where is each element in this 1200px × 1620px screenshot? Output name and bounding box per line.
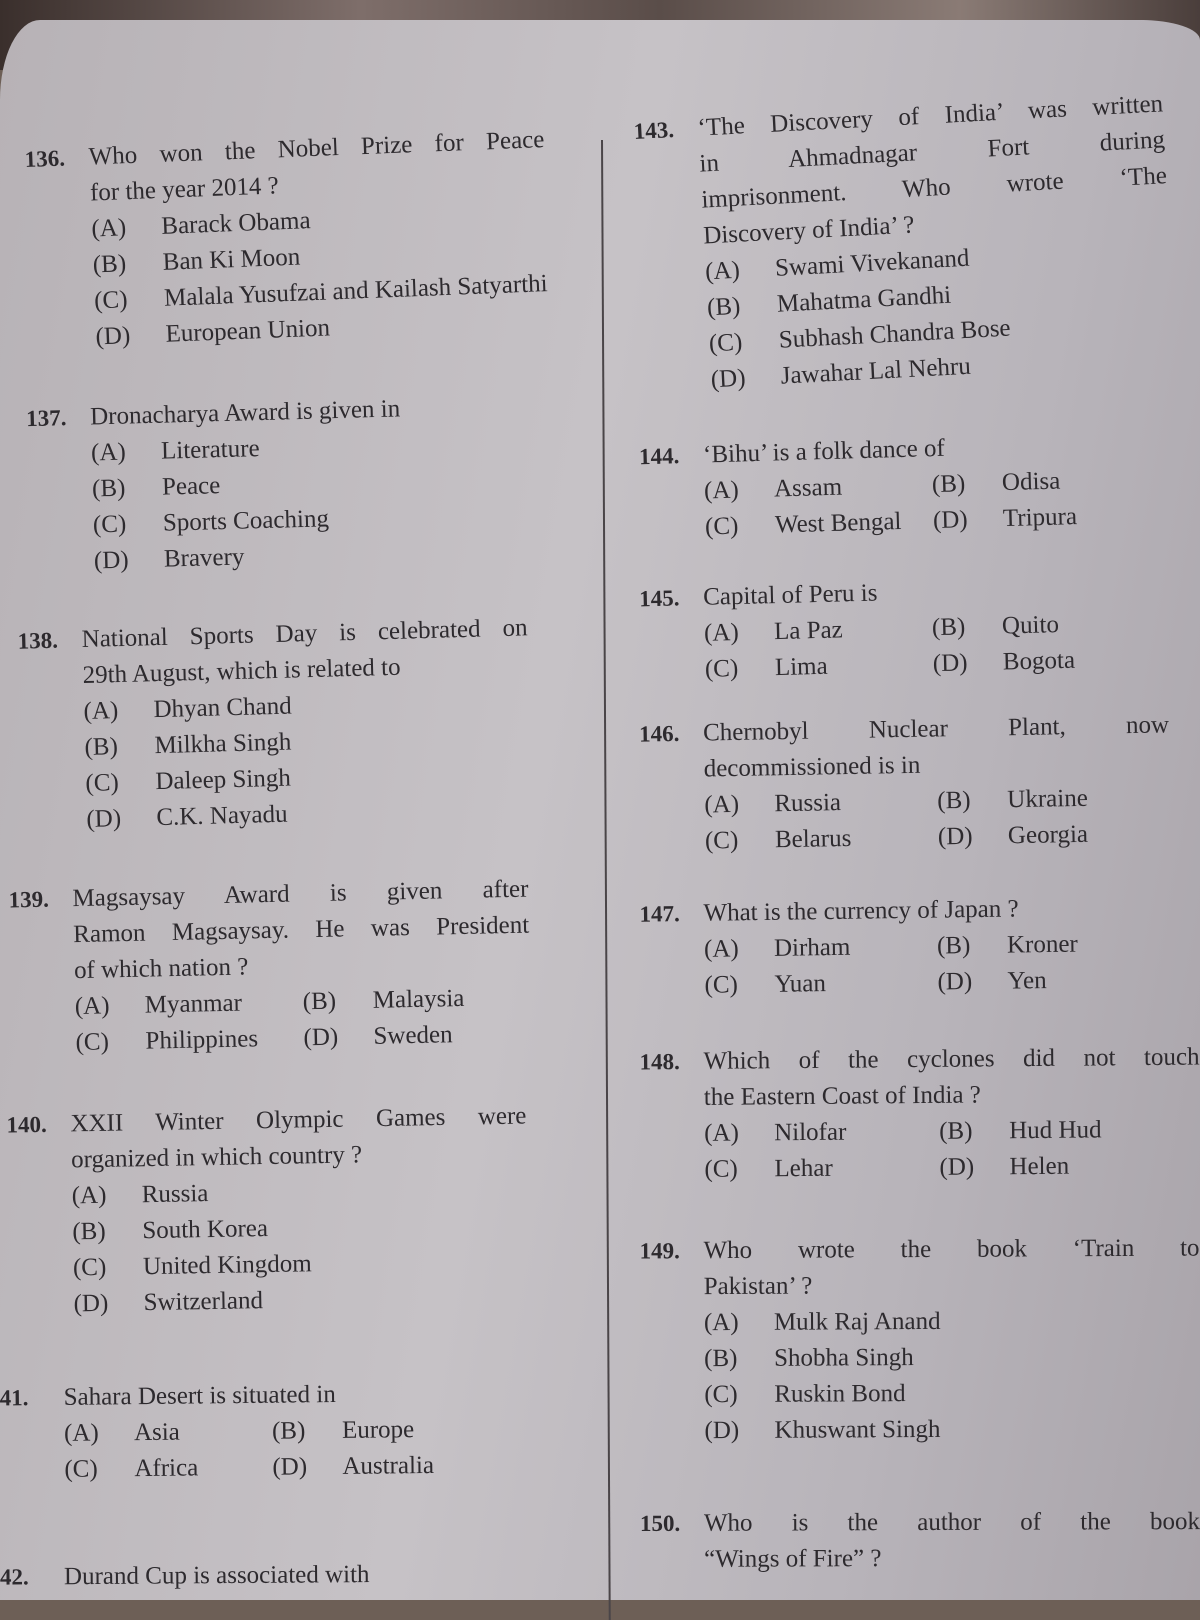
option-text: Jawahar Lal Nehru bbox=[780, 352, 972, 390]
option-text: Malaysia bbox=[372, 984, 465, 1014]
option-text: Tripura bbox=[1002, 503, 1078, 533]
question-147 bbox=[639, 889, 1170, 1004]
option-text: European Union bbox=[165, 314, 331, 348]
question-text-line: Magsaysay Award is given after bbox=[72, 875, 529, 913]
option-text: Khuswant Singh bbox=[774, 1415, 941, 1444]
question-stem bbox=[0, 1556, 470, 1595]
question-text-line: Dronacharya Award is given in bbox=[89, 395, 401, 431]
answer-option bbox=[272, 1447, 480, 1485]
option-letter: (A) bbox=[83, 697, 119, 726]
question-stem bbox=[0, 1375, 480, 1416]
question-number: 149. bbox=[639, 1238, 680, 1264]
option-text: Helen bbox=[1009, 1152, 1070, 1181]
option-text: La Paz bbox=[773, 616, 844, 646]
option-text: Yen bbox=[1007, 967, 1047, 995]
question-text-line: Discovery of India’ ? bbox=[702, 211, 915, 250]
option-letter: (D) bbox=[932, 649, 968, 678]
option-letter: (B) bbox=[936, 932, 971, 960]
answer-option bbox=[272, 1411, 480, 1449]
option-letter: (C) bbox=[93, 286, 129, 315]
question-text-line: Pakistan’ ? bbox=[703, 1272, 813, 1301]
question-text-line: ‘The Discovery of India’ was written bbox=[696, 90, 1164, 142]
option-text: Dhyan Chand bbox=[153, 692, 293, 724]
question-149 bbox=[639, 1231, 1200, 1450]
option-text: United Kingdom bbox=[142, 1250, 312, 1281]
question-text-line: Sahara Desert is situated in bbox=[63, 1380, 336, 1411]
option-text: Mahatma Gandhi bbox=[776, 281, 952, 318]
question-stem bbox=[8, 872, 530, 991]
question-number: 147. bbox=[639, 901, 680, 927]
option-text: Nilofar bbox=[774, 1118, 847, 1147]
question-text-line: Who is the author of the book bbox=[703, 1508, 1200, 1537]
option-text: Dirham bbox=[773, 933, 851, 962]
answer-option bbox=[704, 965, 937, 1004]
option-text: Peace bbox=[161, 472, 221, 501]
question-146 bbox=[639, 707, 1171, 860]
question-text-line: imprisonment. Who wrote ‘The bbox=[700, 162, 1168, 214]
question-text-line: Ramon Magsaysay. He was President bbox=[72, 911, 530, 949]
option-text: C.K. Nayadu bbox=[156, 800, 288, 832]
question-143 bbox=[633, 86, 1177, 401]
option-text: Subhash Chandra Bose bbox=[778, 314, 1012, 354]
answer-option bbox=[705, 819, 939, 859]
answer-option bbox=[302, 980, 531, 1021]
option-letter: (C) bbox=[85, 769, 120, 797]
option-text: Mulk Raj Anand bbox=[773, 1307, 941, 1336]
option-letter: (B) bbox=[302, 987, 337, 1016]
question-text-line: in Ahmadnagar Fort during bbox=[698, 126, 1166, 178]
option-letter: (C) bbox=[704, 654, 739, 683]
option-letter: (A) bbox=[71, 1181, 107, 1210]
option-letter: (C) bbox=[64, 1455, 98, 1483]
option-letter: (C) bbox=[704, 826, 739, 855]
question-139 bbox=[8, 872, 532, 1063]
option-letter: (B) bbox=[271, 1417, 306, 1445]
option-letter: (D) bbox=[937, 822, 973, 851]
question-text-line: “Wings of Fire” ? bbox=[704, 1545, 882, 1573]
option-text: Philippines bbox=[145, 1025, 259, 1055]
option-letter: (A) bbox=[74, 992, 110, 1021]
option-text: Georgia bbox=[1007, 820, 1089, 850]
option-letter: (A) bbox=[704, 790, 740, 819]
option-row bbox=[64, 1447, 480, 1487]
question-stem bbox=[639, 1040, 1200, 1117]
option-letter: (C) bbox=[704, 512, 739, 541]
option-text: Milkha Singh bbox=[154, 728, 292, 760]
option-letter: (D) bbox=[93, 546, 129, 575]
option-text: South Korea bbox=[142, 1215, 269, 1245]
answer-option bbox=[937, 961, 1170, 1000]
answer-option bbox=[704, 646, 933, 688]
option-text: Malala Yusufzai and Kailash Satyarthi bbox=[163, 270, 549, 312]
answer-option bbox=[704, 1411, 1200, 1450]
option-letter: (D) bbox=[303, 1023, 339, 1052]
question-text-line: Durand Cup is associated with bbox=[63, 1561, 370, 1591]
question-text-line: of which nation ? bbox=[73, 953, 249, 985]
question-text-line: Capital of Peru is bbox=[702, 579, 878, 611]
question-number: 144. bbox=[638, 443, 680, 470]
question-42 bbox=[0, 1556, 470, 1595]
question-text-line: Who won the Nobel Prize for Peace bbox=[88, 126, 545, 171]
question-number: 138. bbox=[17, 627, 59, 654]
option-letter: (D) bbox=[939, 1153, 975, 1181]
option-letter: (D) bbox=[86, 805, 122, 833]
question-text-line: organized in which country ? bbox=[70, 1141, 363, 1174]
question-text-line: XXII Winter Olympic Games were bbox=[70, 1102, 527, 1138]
option-text: Assam bbox=[773, 473, 843, 503]
option-text: Daleep Singh bbox=[155, 764, 292, 796]
option-letter: (B) bbox=[84, 733, 119, 761]
option-text: Sweden bbox=[373, 1021, 453, 1050]
option-text: Europe bbox=[341, 1416, 415, 1444]
question-number: 41. bbox=[0, 1385, 29, 1411]
option-letter: (C) bbox=[708, 328, 743, 358]
option-text: Asia bbox=[133, 1418, 180, 1447]
question-stem bbox=[6, 1098, 527, 1179]
option-letter: (B) bbox=[706, 292, 742, 322]
question-text-line: What is the currency of Japan ? bbox=[703, 895, 1019, 927]
answer-option bbox=[704, 1303, 1200, 1342]
option-text: Myanmar bbox=[144, 989, 243, 1019]
option-text: Odisa bbox=[1001, 467, 1061, 497]
option-text: Lima bbox=[774, 652, 828, 682]
answer-option bbox=[932, 605, 1161, 647]
option-letter: (D) bbox=[710, 364, 747, 394]
option-text: Africa bbox=[134, 1454, 199, 1483]
answer-option bbox=[939, 1112, 1174, 1150]
option-letter: (A) bbox=[90, 214, 127, 243]
question-number: 137. bbox=[25, 405, 67, 432]
answer-option bbox=[704, 1339, 1200, 1378]
option-letter: (D) bbox=[272, 1453, 308, 1481]
option-letter: (D) bbox=[73, 1289, 109, 1318]
question-145 bbox=[639, 569, 1161, 690]
option-text: Swami Vivekanand bbox=[774, 244, 971, 282]
question-text-line: the Eastern Coast of India ? bbox=[703, 1081, 981, 1111]
option-letter: (C) bbox=[92, 510, 127, 539]
option-text: Quito bbox=[1001, 611, 1060, 640]
question-number: 145. bbox=[638, 585, 680, 612]
question-136 bbox=[24, 122, 552, 358]
question-148 bbox=[639, 1040, 1200, 1189]
option-letter: (B) bbox=[91, 474, 126, 503]
question-number: 139. bbox=[8, 886, 50, 913]
option-letter: (B) bbox=[704, 1344, 738, 1373]
option-letter: (B) bbox=[72, 1217, 106, 1246]
question-text-line: Chernobyl Nuclear Plant, now bbox=[702, 711, 1170, 747]
question-text-line: Which of the cyclones did not touch bbox=[703, 1043, 1200, 1075]
option-letter: (A) bbox=[63, 1419, 99, 1447]
question-text-line: decommissioned is in bbox=[703, 751, 921, 783]
question-140 bbox=[6, 1098, 530, 1323]
answer-option bbox=[937, 779, 1171, 819]
answer-option bbox=[938, 815, 1172, 855]
option-row bbox=[704, 1148, 1200, 1188]
option-row bbox=[704, 1112, 1200, 1152]
question-text-line: for the year 2014 ? bbox=[89, 172, 280, 207]
answer-option bbox=[704, 1150, 939, 1188]
option-letter: (A) bbox=[90, 438, 127, 467]
answer-option bbox=[704, 1375, 1200, 1414]
question-150 bbox=[640, 1504, 1200, 1578]
question-text-line: 29th August, which is related to bbox=[82, 653, 401, 690]
column-divider bbox=[601, 140, 611, 1620]
question-137 bbox=[26, 389, 501, 581]
answer-option bbox=[64, 1450, 272, 1488]
option-text: Bogota bbox=[1002, 646, 1076, 676]
question-stem bbox=[639, 707, 1170, 788]
question-stem bbox=[633, 86, 1170, 258]
option-text: Shobha Singh bbox=[774, 1344, 914, 1372]
question-stem bbox=[640, 1504, 1200, 1578]
option-letter: (C) bbox=[704, 1155, 738, 1183]
option-letter: (B) bbox=[939, 1117, 973, 1145]
answer-option bbox=[939, 1148, 1174, 1186]
option-letter: (D) bbox=[932, 506, 969, 535]
answer-option bbox=[932, 641, 1161, 683]
question-144 bbox=[639, 425, 1162, 547]
option-letter: (C) bbox=[72, 1253, 107, 1282]
option-text: Kroner bbox=[1006, 930, 1078, 959]
option-row bbox=[704, 961, 1170, 1004]
question-number: 148. bbox=[639, 1049, 680, 1075]
option-text: Sports Coaching bbox=[162, 505, 330, 537]
option-text: Ukraine bbox=[1007, 784, 1089, 814]
option-letter: (B) bbox=[931, 470, 966, 499]
option-letter: (D) bbox=[704, 1416, 740, 1445]
option-text: Switzerland bbox=[143, 1287, 264, 1317]
answer-option bbox=[704, 783, 938, 823]
question-stem bbox=[639, 1231, 1199, 1306]
option-text: Ban Ki Moon bbox=[162, 243, 301, 276]
option-text: West Bengal bbox=[774, 507, 902, 539]
question-text-line: ‘Bihu’ is a folk dance of bbox=[702, 434, 946, 469]
option-letter: (C) bbox=[75, 1028, 110, 1057]
option-text: Ruskin Bond bbox=[774, 1380, 906, 1408]
answer-option bbox=[704, 1114, 939, 1152]
option-text: Belarus bbox=[774, 824, 852, 854]
question-number: 140. bbox=[6, 1111, 47, 1138]
answer-option bbox=[705, 503, 934, 545]
option-letter: (A) bbox=[703, 1308, 739, 1337]
question-41 bbox=[0, 1375, 481, 1488]
answer-option bbox=[303, 1016, 532, 1057]
option-text: Russia bbox=[141, 1180, 209, 1209]
option-letter: (C) bbox=[704, 971, 739, 999]
question-stem bbox=[17, 610, 529, 695]
option-letter: (B) bbox=[92, 250, 127, 279]
option-letter: (A) bbox=[703, 618, 740, 647]
option-text: Lehar bbox=[774, 1154, 833, 1183]
question-number: 146. bbox=[638, 720, 680, 747]
option-text: Australia bbox=[342, 1451, 435, 1480]
option-letter: (B) bbox=[931, 613, 966, 642]
question-text-line: Who wrote the book ‘Train to bbox=[703, 1234, 1200, 1265]
question-138 bbox=[17, 610, 532, 839]
option-letter: (A) bbox=[704, 256, 741, 286]
answer-option bbox=[75, 1020, 304, 1061]
answer-option bbox=[937, 925, 1170, 964]
option-letter: (D) bbox=[937, 968, 973, 996]
option-letter: (A) bbox=[703, 476, 740, 505]
option-letter: (A) bbox=[704, 1119, 739, 1147]
option-text: Russia bbox=[774, 789, 842, 818]
option-text: Bravery bbox=[163, 543, 245, 573]
question-number: 143. bbox=[633, 116, 675, 145]
option-text: Yuan bbox=[774, 970, 827, 998]
option-text: Hud Hud bbox=[1009, 1116, 1102, 1145]
question-text-line: National Sports Day is celebrated on bbox=[81, 614, 528, 654]
question-number: 150. bbox=[639, 1510, 681, 1536]
answer-option bbox=[704, 610, 933, 652]
answer-option bbox=[932, 497, 1161, 539]
answer-option bbox=[64, 1414, 272, 1452]
option-letter: (B) bbox=[937, 786, 971, 815]
question-number: 42. bbox=[0, 1564, 29, 1590]
option-text: Literature bbox=[160, 435, 260, 465]
option-text: Barack Obama bbox=[160, 207, 312, 240]
option-letter: (C) bbox=[704, 1380, 738, 1409]
option-letter: (A) bbox=[703, 935, 739, 963]
option-row bbox=[64, 1411, 480, 1451]
answer-option bbox=[704, 929, 937, 968]
option-letter: (D) bbox=[95, 322, 131, 351]
question-stem bbox=[639, 889, 1169, 932]
question-number: 136. bbox=[24, 145, 66, 173]
answer-option bbox=[74, 984, 303, 1025]
